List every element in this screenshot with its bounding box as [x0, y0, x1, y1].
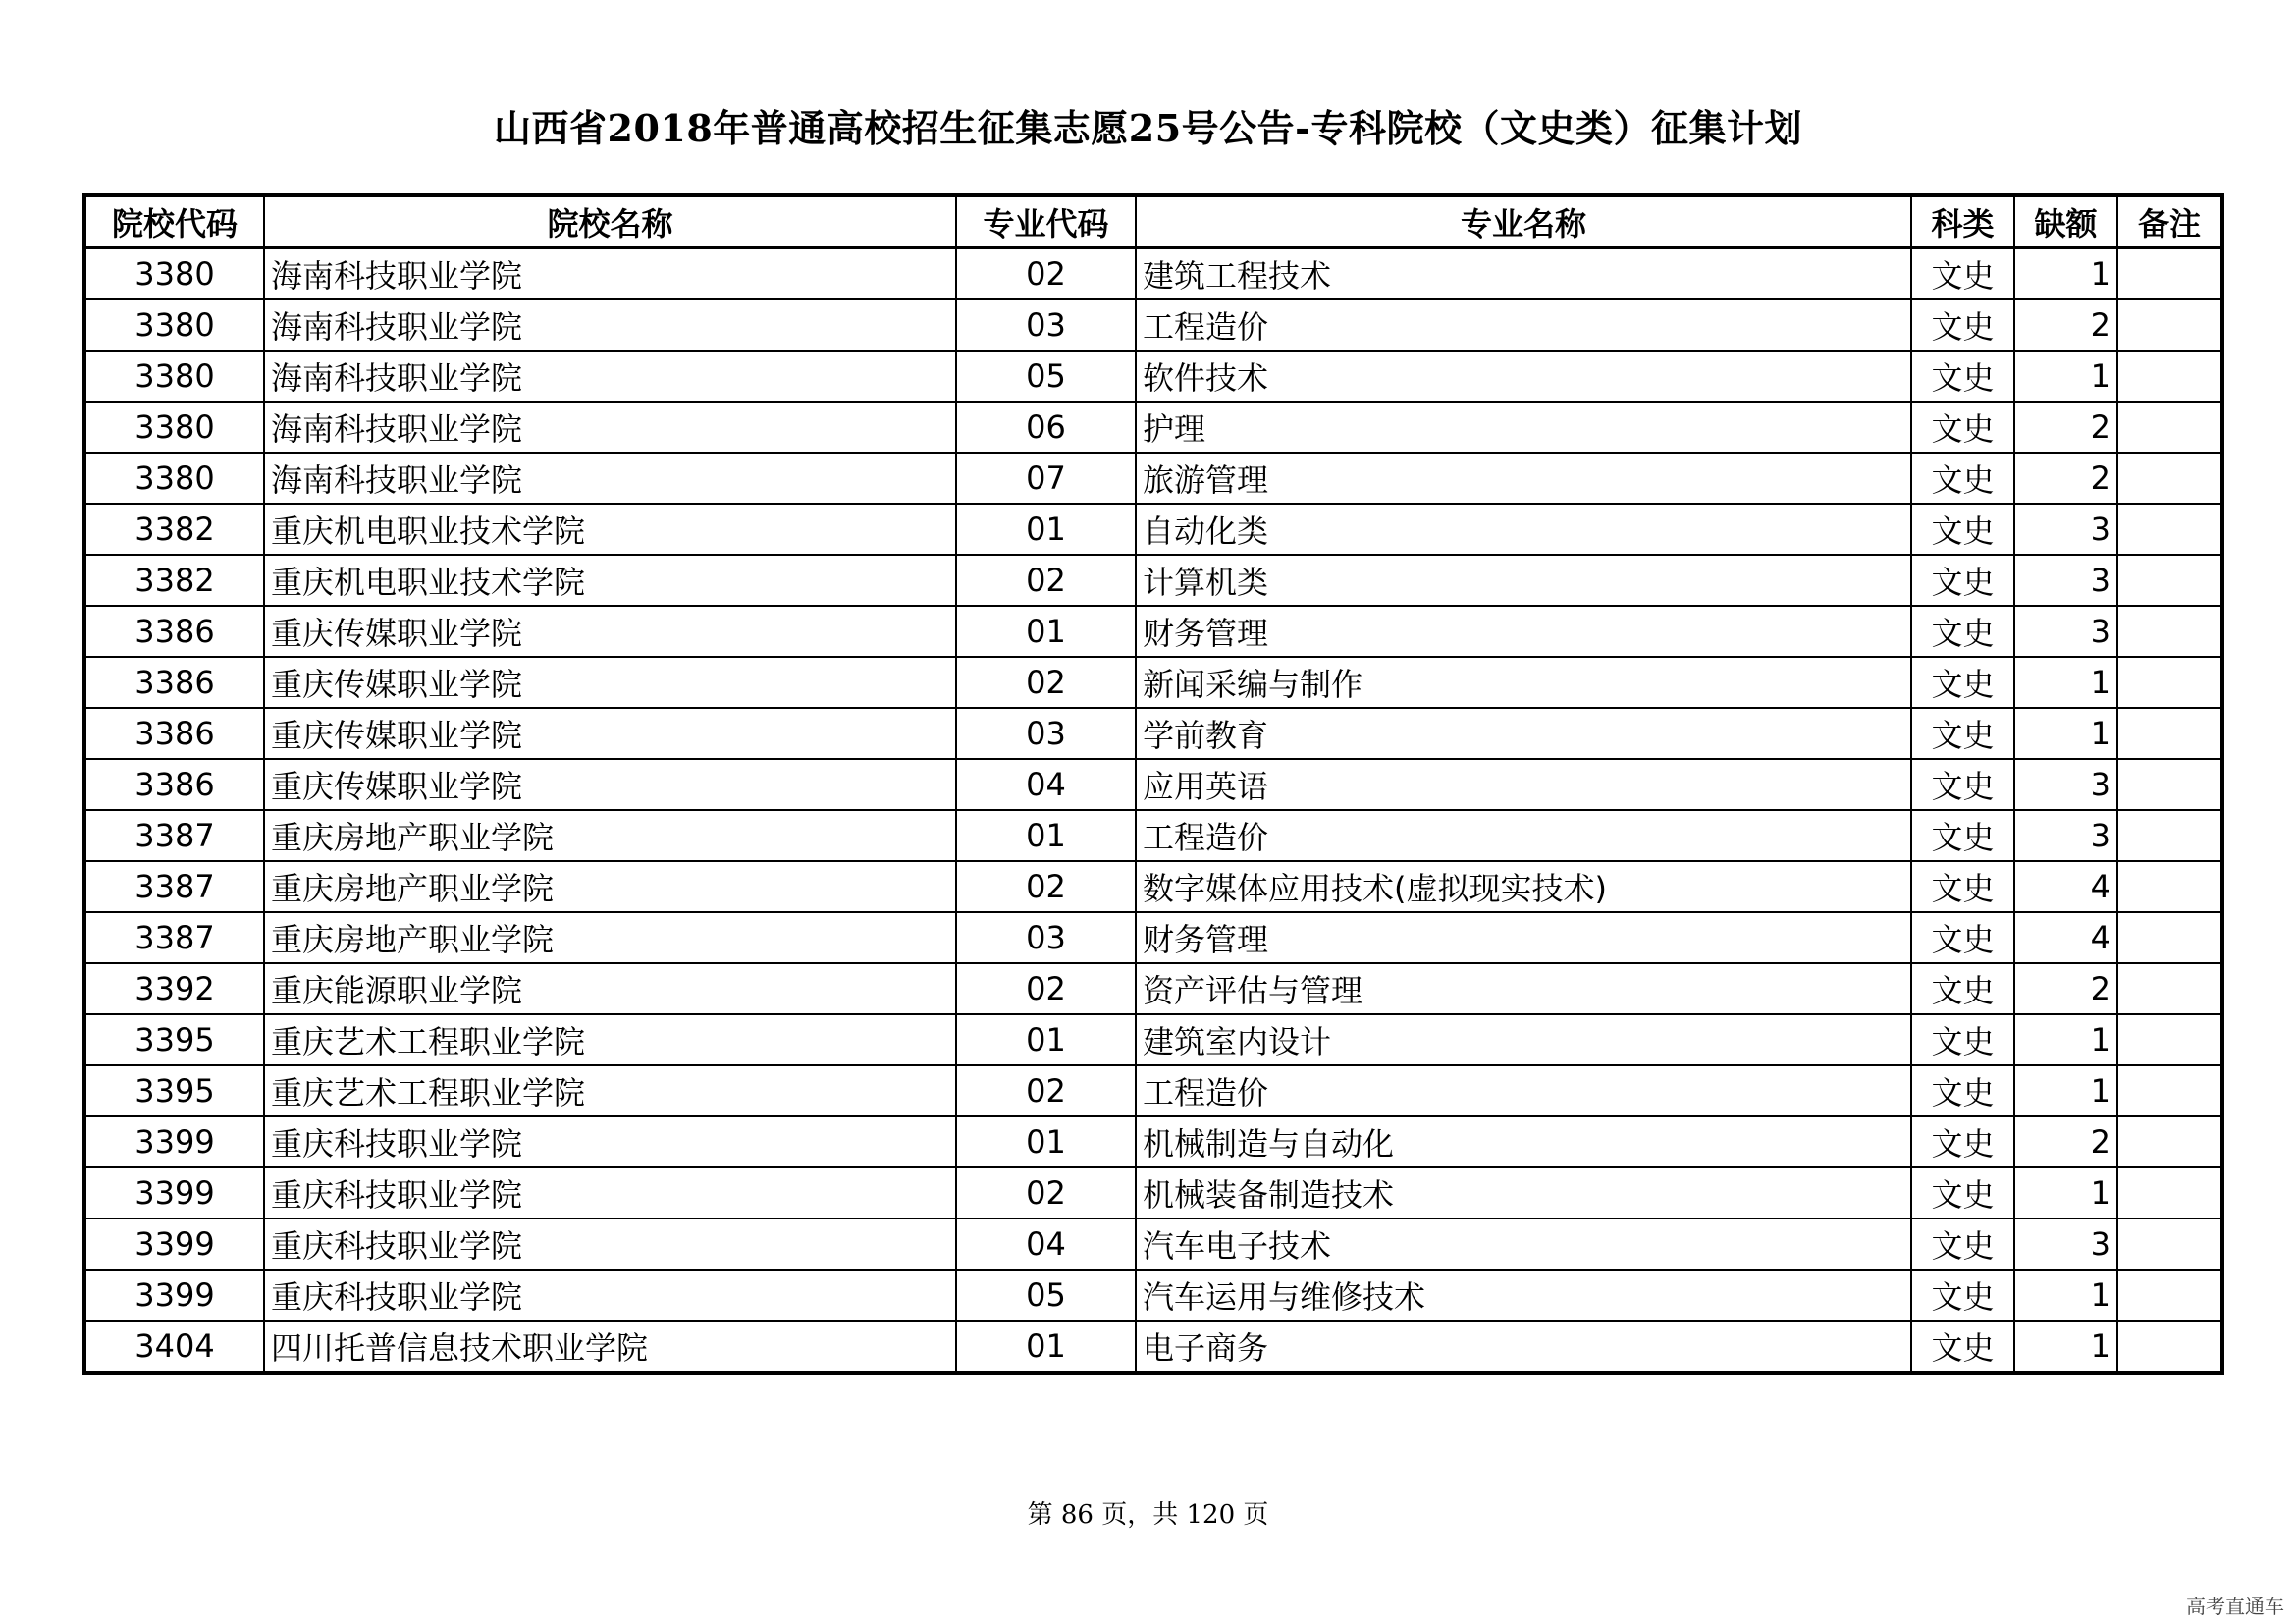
cell-major-code: 02	[956, 1167, 1136, 1218]
table-row	[84, 453, 2222, 504]
cell-major-code: 03	[956, 708, 1136, 759]
cell-category: 文史	[1911, 1116, 2014, 1167]
cell-major-code: 04	[956, 1218, 1136, 1270]
cell-vacancy: 4	[2014, 912, 2117, 963]
page-number: 第 86 页，共 120 页	[1027, 1500, 1269, 1530]
table-row	[84, 351, 2222, 402]
cell-school-code: 3380	[84, 402, 264, 453]
cell-major-code: 03	[956, 912, 1136, 963]
cell-remarks	[2117, 1014, 2222, 1065]
cell-major-name: 汽车电子技术	[1136, 1218, 1911, 1270]
cell-major-code: 01	[956, 1116, 1136, 1167]
cell-major-name: 工程造价	[1136, 299, 1911, 351]
cell-school-name: 重庆传媒职业学院	[264, 708, 956, 759]
table-row	[84, 1167, 2222, 1218]
cell-category: 文史	[1911, 1218, 2014, 1270]
cell-major-name: 机械装备制造技术	[1136, 1167, 1911, 1218]
cell-remarks	[2117, 912, 2222, 963]
cell-category: 文史	[1911, 912, 2014, 963]
cell-school-name: 海南科技职业学院	[264, 299, 956, 351]
cell-school-name: 重庆传媒职业学院	[264, 759, 956, 810]
cell-school-code: 3382	[84, 555, 264, 606]
table-row	[84, 861, 2222, 912]
cell-school-code: 3399	[84, 1270, 264, 1321]
cell-school-code: 3386	[84, 657, 264, 708]
cell-major-name: 财务管理	[1136, 606, 1911, 657]
cell-major-code: 01	[956, 810, 1136, 861]
cell-remarks	[2117, 453, 2222, 504]
cell-major-name: 工程造价	[1136, 810, 1911, 861]
table-row	[84, 1116, 2222, 1167]
cell-remarks	[2117, 351, 2222, 402]
cell-vacancy: 1	[2014, 248, 2117, 300]
table-row	[84, 504, 2222, 555]
cell-remarks	[2117, 1218, 2222, 1270]
cell-category: 文史	[1911, 1167, 2014, 1218]
cell-vacancy: 1	[2014, 1065, 2117, 1116]
cell-category: 文史	[1911, 555, 2014, 606]
cell-major-name: 电子商务	[1136, 1321, 1911, 1373]
cell-vacancy: 3	[2014, 759, 2117, 810]
cell-major-name: 机械制造与自动化	[1136, 1116, 1911, 1167]
table-row	[84, 606, 2222, 657]
cell-school-code: 3387	[84, 912, 264, 963]
cell-major-code: 02	[956, 861, 1136, 912]
cell-remarks	[2117, 1321, 2222, 1373]
cell-major-code: 02	[956, 963, 1136, 1014]
table-row	[84, 1218, 2222, 1270]
cell-category: 文史	[1911, 963, 2014, 1014]
cell-remarks	[2117, 1065, 2222, 1116]
cell-category: 文史	[1911, 759, 2014, 810]
cell-remarks	[2117, 504, 2222, 555]
cell-remarks	[2117, 606, 2222, 657]
table-row	[84, 657, 2222, 708]
cell-remarks	[2117, 963, 2222, 1014]
cell-school-code: 3392	[84, 963, 264, 1014]
header-major-name: 专业名称	[1136, 195, 1911, 248]
table-row	[84, 708, 2222, 759]
cell-category: 文史	[1911, 657, 2014, 708]
cell-major-name: 汽车运用与维修技术	[1136, 1270, 1911, 1321]
cell-school-name: 重庆能源职业学院	[264, 963, 956, 1014]
cell-major-name: 应用英语	[1136, 759, 1911, 810]
table-row	[84, 912, 2222, 963]
cell-school-name: 重庆科技职业学院	[264, 1218, 956, 1270]
cell-major-code: 07	[956, 453, 1136, 504]
cell-school-name: 重庆传媒职业学院	[264, 606, 956, 657]
cell-school-code: 3382	[84, 504, 264, 555]
cell-major-code: 02	[956, 657, 1136, 708]
table-row	[84, 759, 2222, 810]
cell-major-name: 旅游管理	[1136, 453, 1911, 504]
cell-school-code: 3380	[84, 248, 264, 300]
cell-school-name: 海南科技职业学院	[264, 402, 956, 453]
cell-major-name: 建筑室内设计	[1136, 1014, 1911, 1065]
cell-remarks	[2117, 657, 2222, 708]
cell-vacancy: 1	[2014, 351, 2117, 402]
cell-major-code: 01	[956, 504, 1136, 555]
cell-vacancy: 1	[2014, 1014, 2117, 1065]
cell-vacancy: 1	[2014, 1270, 2117, 1321]
header-vacancy: 缺额	[2014, 195, 2117, 248]
cell-category: 文史	[1911, 453, 2014, 504]
cell-school-name: 重庆机电职业技术学院	[264, 555, 956, 606]
cell-school-code: 3399	[84, 1167, 264, 1218]
cell-major-name: 数字媒体应用技术(虚拟现实技术)	[1136, 861, 1911, 912]
cell-school-code: 3404	[84, 1321, 264, 1373]
cell-school-name: 重庆机电职业技术学院	[264, 504, 956, 555]
cell-major-name: 护理	[1136, 402, 1911, 453]
cell-school-name: 重庆艺术工程职业学院	[264, 1014, 956, 1065]
cell-major-name: 工程造价	[1136, 1065, 1911, 1116]
cell-school-code: 3386	[84, 708, 264, 759]
cell-vacancy: 2	[2014, 453, 2117, 504]
table-header-row	[84, 195, 2222, 248]
cell-remarks	[2117, 708, 2222, 759]
enrollment-plan-table	[82, 193, 2224, 1375]
cell-major-code: 06	[956, 402, 1136, 453]
cell-school-name: 重庆房地产职业学院	[264, 861, 956, 912]
cell-school-code: 3387	[84, 810, 264, 861]
table-row	[84, 248, 2222, 300]
cell-school-name: 重庆艺术工程职业学院	[264, 1065, 956, 1116]
cell-category: 文史	[1911, 606, 2014, 657]
cell-vacancy: 1	[2014, 1167, 2117, 1218]
cell-vacancy: 3	[2014, 810, 2117, 861]
cell-major-name: 软件技术	[1136, 351, 1911, 402]
cell-school-name: 重庆房地产职业学院	[264, 912, 956, 963]
cell-school-code: 3386	[84, 606, 264, 657]
page-title: 山西省2018年普通高校招生征集志愿25号公告-专科院校（文史类）征集计划	[494, 106, 1802, 150]
cell-category: 文史	[1911, 1014, 2014, 1065]
cell-school-code: 3395	[84, 1065, 264, 1116]
cell-school-code: 3380	[84, 351, 264, 402]
table-row	[84, 810, 2222, 861]
cell-category: 文史	[1911, 708, 2014, 759]
cell-school-code: 3399	[84, 1116, 264, 1167]
cell-category: 文史	[1911, 248, 2014, 300]
cell-major-code: 02	[956, 555, 1136, 606]
cell-school-name: 海南科技职业学院	[264, 453, 956, 504]
cell-major-name: 新闻采编与制作	[1136, 657, 1911, 708]
cell-school-name: 重庆房地产职业学院	[264, 810, 956, 861]
cell-remarks	[2117, 1270, 2222, 1321]
cell-major-name: 资产评估与管理	[1136, 963, 1911, 1014]
cell-vacancy: 1	[2014, 708, 2117, 759]
header-school-name: 院校名称	[264, 195, 956, 248]
cell-category: 文史	[1911, 504, 2014, 555]
cell-school-name: 重庆传媒职业学院	[264, 657, 956, 708]
cell-category: 文史	[1911, 810, 2014, 861]
cell-major-name: 学前教育	[1136, 708, 1911, 759]
cell-school-name: 海南科技职业学院	[264, 248, 956, 300]
cell-vacancy: 3	[2014, 504, 2117, 555]
header-remarks: 备注	[2117, 195, 2222, 248]
cell-category: 文史	[1911, 402, 2014, 453]
cell-remarks	[2117, 759, 2222, 810]
cell-remarks	[2117, 299, 2222, 351]
cell-school-code: 3386	[84, 759, 264, 810]
cell-major-code: 05	[956, 1270, 1136, 1321]
table-row	[84, 1270, 2222, 1321]
cell-school-code: 3380	[84, 453, 264, 504]
table-row	[84, 402, 2222, 453]
table-row	[84, 555, 2222, 606]
header-major-code: 专业代码	[956, 195, 1136, 248]
cell-vacancy: 4	[2014, 861, 2117, 912]
cell-major-code: 01	[956, 1321, 1136, 1373]
cell-remarks	[2117, 1167, 2222, 1218]
cell-major-name: 财务管理	[1136, 912, 1911, 963]
table-row	[84, 1321, 2222, 1373]
cell-major-code: 02	[956, 248, 1136, 300]
cell-school-name: 重庆科技职业学院	[264, 1270, 956, 1321]
cell-major-code: 03	[956, 299, 1136, 351]
cell-major-code: 02	[956, 1065, 1136, 1116]
cell-vacancy: 2	[2014, 299, 2117, 351]
table-row	[84, 1065, 2222, 1116]
cell-major-code: 04	[956, 759, 1136, 810]
cell-remarks	[2117, 402, 2222, 453]
table-row	[84, 963, 2222, 1014]
cell-remarks	[2117, 1116, 2222, 1167]
table-body	[84, 248, 2222, 1374]
cell-remarks	[2117, 248, 2222, 300]
cell-category: 文史	[1911, 861, 2014, 912]
cell-major-name: 自动化类	[1136, 504, 1911, 555]
cell-vacancy: 2	[2014, 1116, 2117, 1167]
cell-school-code: 3395	[84, 1014, 264, 1065]
cell-remarks	[2117, 861, 2222, 912]
cell-major-code: 01	[956, 606, 1136, 657]
header-school-code: 院校代码	[84, 195, 264, 248]
cell-school-code: 3380	[84, 299, 264, 351]
cell-category: 文史	[1911, 299, 2014, 351]
cell-school-code: 3399	[84, 1218, 264, 1270]
cell-remarks	[2117, 810, 2222, 861]
cell-major-code: 05	[956, 351, 1136, 402]
cell-category: 文史	[1911, 351, 2014, 402]
cell-vacancy: 3	[2014, 606, 2117, 657]
cell-vacancy: 1	[2014, 1321, 2117, 1373]
cell-vacancy: 3	[2014, 555, 2117, 606]
cell-vacancy: 2	[2014, 963, 2117, 1014]
cell-vacancy: 2	[2014, 402, 2117, 453]
cell-school-name: 四川托普信息技术职业学院	[264, 1321, 956, 1373]
cell-major-code: 01	[956, 1014, 1136, 1065]
cell-vacancy: 3	[2014, 1218, 2117, 1270]
cell-major-name: 建筑工程技术	[1136, 248, 1911, 300]
cell-vacancy: 1	[2014, 657, 2117, 708]
watermark-text: 高考直通车	[2186, 1595, 2284, 1618]
table-row	[84, 299, 2222, 351]
cell-category: 文史	[1911, 1321, 2014, 1373]
cell-category: 文史	[1911, 1065, 2014, 1116]
cell-remarks	[2117, 555, 2222, 606]
cell-category: 文史	[1911, 1270, 2014, 1321]
table-row	[84, 1014, 2222, 1065]
header-category: 科类	[1911, 195, 2014, 248]
cell-school-name: 海南科技职业学院	[264, 351, 956, 402]
cell-school-name: 重庆科技职业学院	[264, 1116, 956, 1167]
cell-major-name: 计算机类	[1136, 555, 1911, 606]
cell-school-code: 3387	[84, 861, 264, 912]
cell-school-name: 重庆科技职业学院	[264, 1167, 956, 1218]
